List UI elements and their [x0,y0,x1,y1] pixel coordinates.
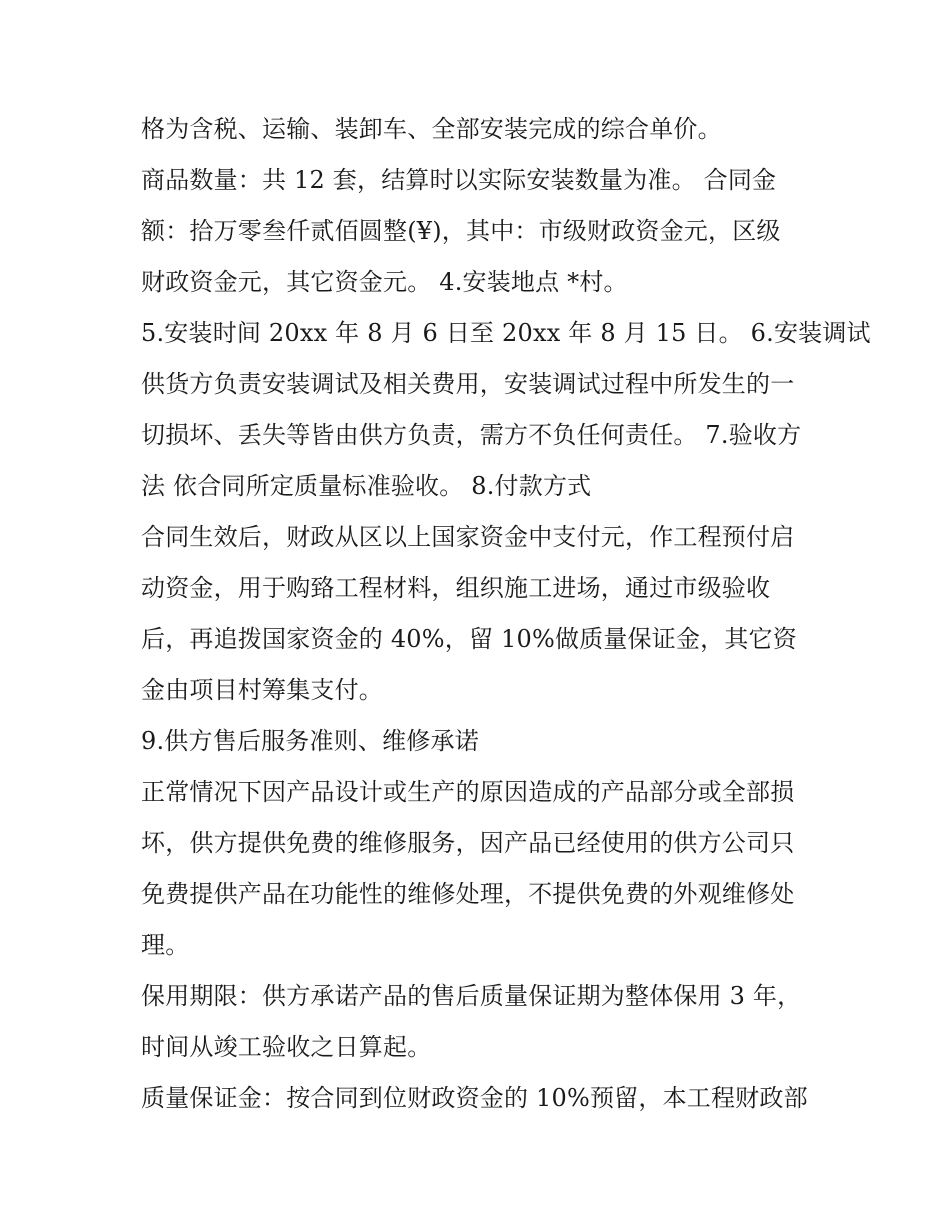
text-line: 金由项目村筹集支付。 [141,676,383,704]
text-line: 时间从竣工验收之日算起。 [141,1033,432,1061]
text-line: 财政资金元，其它资金元。 4.安装地点 *村。 [141,268,628,296]
text-line: 合同生效后，财政从区以上国家资金中支付元，作工程预付启 [141,523,795,551]
text-line: 后，再追拨国家资金的 40%，留 10%做质量保证金，其它资 [141,625,797,653]
text-line: 动资金，用于购臵工程材料，组织施工进场，通过市级验收 [141,574,771,602]
text-line: 保用期限：供方承诺产品的售后质量保证期为整体保用 3 年， [141,982,802,1010]
document-body [141,104,871,1124]
text-line: 商品数量：共 12 套，结算时以实际安装数量为准。 合同金 [141,166,777,194]
text-line: 坏，供方提供免费的维修服务，因产品已经使用的供方公司只 [141,829,795,857]
text-line: 格为含税、运输、装卸车、全部安装完成的综合单价。 [141,115,722,143]
text-line: 质量保证金：按合同到位财政资金的 10%预留，本工程财政部 [141,1084,808,1112]
text-line: 法 依合同所定质量标准验收。 8.付款方式 [141,472,592,500]
text-line: 供货方负责安装调试及相关费用，安装调试过程中所发生的一 [141,370,795,398]
text-line: 5.安装时间 20xx 年 8 月 6 日至 20xx 年 8 月 15 日。 6.安装调试 [141,319,871,347]
text-line: 额：拾万零叁仟贰佰圆整(¥)，其中：市级财政资金元，区级 [141,217,781,245]
text-line: 正常情况下因产品设计或生产的原因造成的产品部分或全部损 [141,778,795,806]
section-heading: 9.供方售后服务准则、维修承诺 [141,727,479,755]
text-line: 切损坏、丢失等皆由供方负责，需方不负任何责任。 7.验收方 [141,421,802,449]
text-line: 免费提供产品在功能性的维修处理，不提供免费的外观维修处 [141,880,795,908]
text-line: 理。 [141,931,190,959]
